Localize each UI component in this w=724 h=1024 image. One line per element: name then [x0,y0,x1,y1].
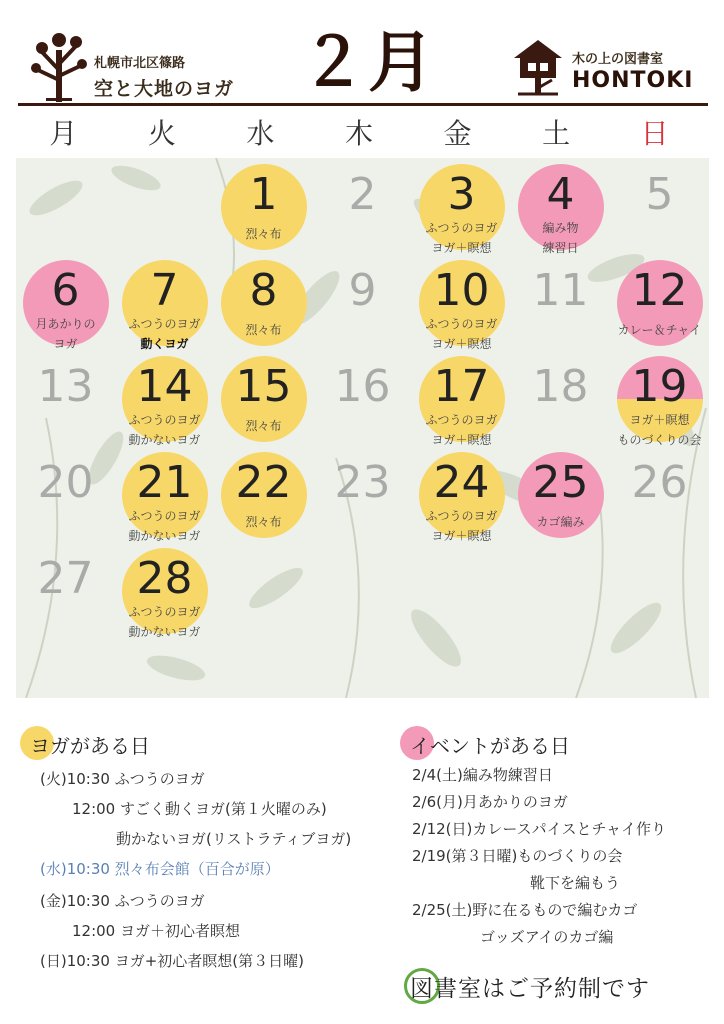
weekday-sat: 土 [542,117,571,150]
library-name: HONTOKI [572,68,694,93]
day-cell [214,354,313,450]
header-divider [18,103,708,106]
day-cell [214,450,313,546]
day-number: 3 [447,169,476,220]
day-number: 6 [51,265,80,316]
day-cell [115,258,214,354]
day-cell [610,258,709,354]
day-note: ヨガ＋瞑想 [431,241,492,255]
yoga-schedule-line: (日)10:30 ヨガ+初心者瞑想(第３日曜) [40,952,304,970]
event-legend-heading [400,726,720,762]
day-note: ヨガ＋瞑想 [431,337,492,351]
day-number: 9 [348,265,377,316]
day-cell [313,354,412,450]
day-number: 18 [532,361,589,412]
yoga-schedule-line: 動かないヨガ(リストラティブヨガ) [116,830,352,848]
yoga-schedule-line: 12:00 ヨガ＋初心者瞑想 [72,922,240,940]
day-note: 練習日 [542,241,579,255]
day-number: 19 [631,361,688,412]
day-cell [610,162,709,258]
event-legend [400,726,720,946]
day-cell [412,354,511,450]
day-cell [16,354,115,450]
day-note: 動かないヨガ [128,625,201,639]
day-note: ヨガ＋瞑想 [431,433,492,447]
day-number: 8 [249,265,278,316]
day-cell [214,258,313,354]
yoga-schedule-line: (火)10:30 ふつうのヨガ [40,770,205,788]
day-note: 動くヨガ [140,337,189,351]
day-note: カレー＆チャイ [617,323,702,337]
weekday-sun: 日 [640,117,669,150]
day-cell [610,354,709,450]
day-note: 編み物 [542,221,579,235]
event-legend-title: イベントがある日 [410,734,570,758]
day-cell [16,546,115,642]
day-note: ふつうのヨガ [128,509,201,523]
day-note: 動かないヨガ [128,529,201,543]
day-number: 23 [334,457,391,508]
day-cell [214,162,313,258]
org-name: 空と大地のヨガ [94,78,235,100]
day-cell [511,258,610,354]
day-note: ふつうのヨガ [425,317,498,331]
day-number: 26 [631,457,688,508]
day-note: ふつうのヨガ [425,509,498,523]
page-title: ２月 [300,24,436,101]
yoga-legend-heading [20,726,400,762]
day-note: 月あかりの [35,317,96,331]
day-number: 17 [433,361,490,412]
event-schedule-line: 2/19(第３日曜)ものづくりの会 [412,847,623,865]
day-cell [412,450,511,546]
day-number: 5 [645,169,674,220]
day-number: 21 [136,457,193,508]
day-note: ヨガ＋瞑想 [431,529,492,543]
day-number: 25 [532,457,589,508]
weekday-tue: 火 [147,117,176,150]
reservation-note [404,966,704,1006]
weekday-fri: 金 [443,117,472,150]
day-cell [511,354,610,450]
day-cell [115,546,214,642]
day-note: ふつうのヨガ [128,605,201,619]
day-cell [313,258,412,354]
treehouse-icon [508,36,568,98]
day-number: 4 [546,169,575,220]
day-number: 10 [433,265,490,316]
event-schedule-line: ゴッズアイのカゴ編 [480,928,614,946]
day-number: 27 [37,553,94,604]
weekday-mon: 月 [49,117,78,150]
day-number: 24 [433,457,490,508]
day-number: 14 [136,361,193,412]
day-number: 2 [348,169,377,220]
day-number: 7 [150,265,179,316]
library-subtitle: 木の上の図書室 [572,52,664,67]
day-number: 28 [136,553,193,604]
day-cell [313,450,412,546]
yoga-legend [20,726,400,970]
event-schedule-line: 2/4(土)編み物練習日 [412,766,553,784]
weekday-wed: 水 [246,117,275,150]
day-note: 烈々布 [245,515,282,529]
day-note: ヨガ [53,337,78,351]
day-note: ヨガ＋瞑想 [629,413,690,427]
day-cell [313,162,412,258]
tree-icon [28,30,90,102]
day-note: 烈々布 [245,323,282,337]
day-note: ものづくりの会 [617,433,702,447]
day-number: 16 [334,361,391,412]
day-number: 20 [37,457,94,508]
day-cell [412,258,511,354]
day-cell [511,162,610,258]
event-schedule-line: 2/25(土)野に在るもので編むカゴ [412,901,638,919]
day-cell [16,258,115,354]
day-number: 12 [631,265,688,316]
day-number: 11 [532,265,589,316]
day-note: ふつうのヨガ [425,413,498,427]
day-note: ふつうのヨガ [128,317,201,331]
page-header [0,0,724,108]
day-cell [610,450,709,546]
day-note: 動かないヨガ [128,433,201,447]
day-note: 烈々布 [245,227,282,241]
yoga-schedule-line: (水)10:30 烈々布会館（百合が原） [40,860,280,878]
day-cell [115,450,214,546]
day-cell [115,354,214,450]
day-note: ふつうのヨガ [128,413,201,427]
day-number: 1 [249,169,278,220]
calendar-grid [16,158,709,698]
yoga-schedule-line: (金)10:30 ふつうのヨガ [40,892,205,910]
day-number: 15 [235,361,292,412]
yoga-legend-title: ヨガがある日 [30,734,150,758]
day-cell [16,450,115,546]
event-schedule-line: 2/12(日)カレースパイスとチャイ作り [412,820,667,838]
day-cell [511,450,610,546]
day-number: 22 [235,457,292,508]
event-schedule-line: 2/6(月)月あかりのヨガ [412,793,568,811]
org-location: 札幌市北区篠路 [94,56,186,71]
day-note: 烈々布 [245,419,282,433]
weekday-thu: 木 [344,117,373,150]
yoga-schedule-line: 12:00 すごく動くヨガ(第１火曜のみ) [72,800,327,818]
day-note: ふつうのヨガ [425,221,498,235]
day-number: 13 [37,361,94,412]
day-note: カゴ編み [536,515,585,529]
day-cell [412,162,511,258]
reservation-note-text: 図書室はご予約制です [410,976,650,1002]
weekday-header [14,112,704,152]
event-schedule-line: 靴下を編もう [530,874,621,892]
